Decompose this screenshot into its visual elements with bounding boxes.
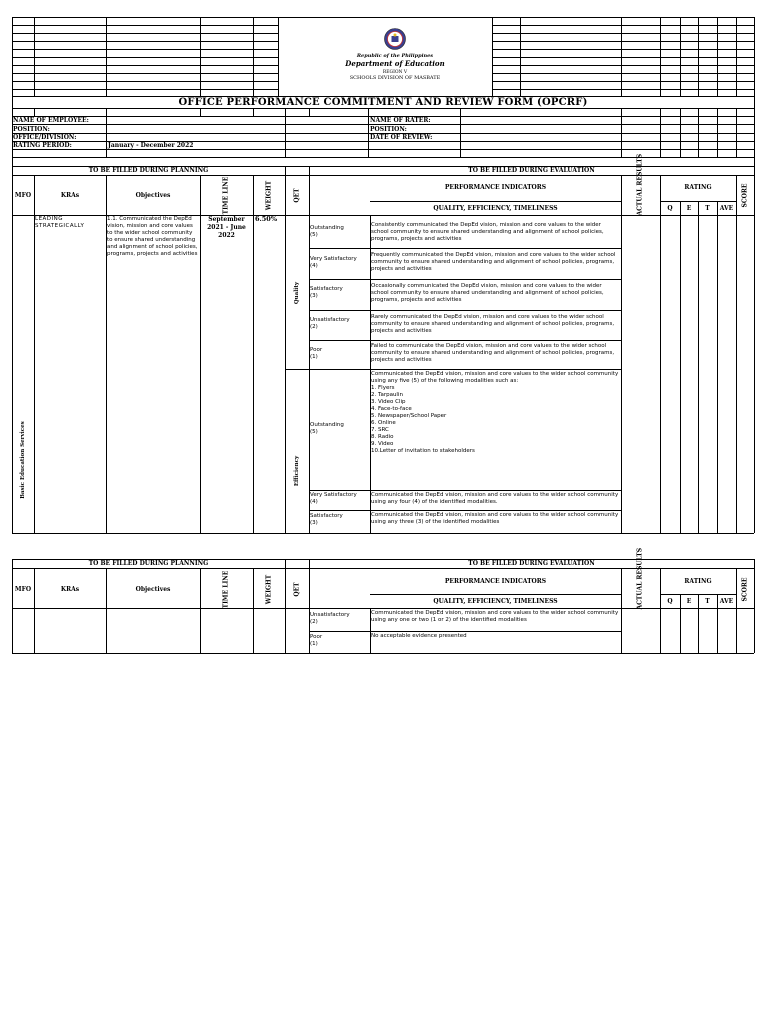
quality-indicator-5: Consistently communicated the DepEd vision, mission and core values to the wider school community to ensure shared understanding and alignment of school policies, programs, projects and activities [371, 222, 606, 242]
quality-indicator-2: Rarely communicated the DepEd vision, mission and core values to the wider school community to ensure shared understanding and alignment of school policies, programs, projects and activities [371, 314, 616, 334]
quality-rating-5: Outstanding (5) [310, 225, 344, 238]
quality-rating-3: Satisfactory (3) [310, 286, 343, 299]
weight-header: WEIGHT [265, 180, 273, 211]
efficiency-rating-4: Very Satisfactory (4) [310, 492, 357, 505]
department-text: Department of Education [345, 59, 445, 68]
quality-rating-2: Unsatisfactory (2) [310, 317, 350, 330]
p2-actual-results-header: ACTUAL RESULTS [636, 547, 644, 610]
quality-indicator-1: Failed to communicate the DepEd vision, mission and core values to the wider school community to ensure shared understanding and alignment of school policies, programs, projects and activities [371, 343, 616, 363]
e-header: E [686, 205, 692, 212]
efficiency-indicator-4: Communicated the DepEd vision, mission and core values to the wider school community using any four (4) of the identified modalities. [371, 492, 620, 505]
qet-header: QET [293, 188, 301, 203]
p2-rating-1: Poor (1) [310, 634, 323, 647]
timeline-value: September 2021 - June 2022 [207, 216, 248, 239]
position-label: POSITION: [13, 126, 50, 133]
p2-indicator-1: No acceptable evidence presented [371, 633, 467, 639]
p2-ave-header: AVE [719, 598, 734, 605]
republic-text: Republic of the Philippines [356, 53, 434, 59]
p2-e-header: E [686, 598, 692, 605]
efficiency-indicator-5: Communicated the DepEd vision, mission and core values to the wider school community using any five (5) of the following modalities such as: 1. Flyers 2. Tarpaulin 3. Video Clip 4. Face-to-face 5. Newspaper/School Paper 6. Online 7. SRC 8. Radio 9. Video 10.Letter of invitation to stakeholders [371, 371, 619, 454]
p2-qet-full-header: QUALITY, EFFICIENCY, TIMELINESS [433, 598, 558, 605]
period-value: January - December 2022 [108, 142, 194, 149]
rating-header: RATING [684, 184, 712, 191]
p2-objectives-header: Objectives [135, 586, 171, 593]
p2-evaluation-header: TO BE FILLED DURING EVALUATION [468, 560, 595, 567]
p2-perf-indicators-header: PERFORMANCE INDICATORS [444, 578, 547, 585]
p2-t-header: T [705, 598, 710, 605]
p2-rating-header: RATING [684, 578, 712, 585]
p2-indicator-2: Communicated the DepEd vision, mission and core values to the wider school community using any one or two (1 or 2) of the identified modalities [371, 610, 620, 623]
p2-planning-header: TO BE FILLED DURING PLANNING [88, 560, 209, 567]
kras-header: KRAs [60, 192, 80, 199]
kra-value: LEADING STRATEGICALLY [35, 216, 85, 229]
actual-results-header: ACTUAL RESULTS [636, 153, 644, 216]
efficiency-label: Efficiency [294, 455, 300, 487]
p2-mfo-header: MFO [14, 586, 32, 593]
employee-label: NAME OF EMPLOYEE: [13, 117, 89, 124]
objective-value: 1.1. Communicated the DepEd vision, mission and core values to the wider school community to ensure shared understanding and alignment of school policies, programs, projects and activities [107, 216, 200, 257]
quality-indicator-4: Frequently communicated the DepEd vision, mission and core values to the wider school community to ensure shared understanding and alignment of school policies, programs, projects and activities [371, 252, 618, 272]
quality-rating-4: Very Satisfactory (4) [310, 256, 357, 269]
efficiency-rating-5: Outstanding (5) [310, 422, 344, 435]
qet-full-header: QUALITY, EFFICIENCY, TIMELINESS [433, 205, 558, 212]
perf-indicators-header: PERFORMANCE INDICATORS [444, 184, 547, 191]
mfo-value: Basic Education Services [20, 421, 26, 499]
region-text: REGION V [382, 70, 408, 75]
period-label: RATING PERIOD: [13, 142, 72, 149]
quality-indicator-3: Occasionally communicated the DepEd vision, mission and core values to the wider school community to ensure shared understanding and alignment of school policies, programs, projects and activities [371, 283, 606, 303]
ave-header: AVE [719, 205, 734, 212]
weight-value: 6.50% [255, 215, 278, 223]
planning-header: TO BE FILLED DURING PLANNING [88, 167, 209, 174]
quality-rating-1: Poor (1) [310, 347, 323, 360]
p2-qet-header: QET [293, 582, 301, 597]
score-header: SCORE [741, 183, 749, 208]
efficiency-rating-3: Satisfactory (3) [310, 513, 343, 526]
rater-position-label: POSITION: [370, 126, 407, 133]
p2-timeline-header: TIME LINE [222, 570, 230, 609]
p2-score-header: SCORE [741, 577, 749, 602]
p2-weight-header: WEIGHT [265, 574, 273, 605]
mfo-header: MFO [14, 192, 32, 199]
quality-label: Quality [294, 281, 300, 305]
timeline-header: TIME LINE [222, 176, 230, 215]
rater-label: NAME OF RATER: [370, 117, 431, 124]
q-header: Q [667, 205, 673, 212]
p2-q-header: Q [667, 598, 673, 605]
evaluation-header: TO BE FILLED DURING EVALUATION [468, 167, 595, 174]
review-date-label: DATE OF REVIEW: [370, 134, 433, 141]
efficiency-indicator-3: Communicated the DepEd vision, mission and core values to the wider school community using any three (3) of the identified modalities [371, 512, 620, 525]
office-label: OFFICE/DIVISION: [13, 134, 77, 141]
deped-seal-icon [384, 28, 406, 50]
t-header: T [705, 205, 710, 212]
form-title: OFFICE PERFORMANCE COMMITMENT AND REVIEW FORM (OPCRF) [178, 97, 588, 108]
p2-rating-2: Unsatisfactory (2) [310, 612, 350, 625]
division-text: SCHOOLS DIVISION OF MASBATE [349, 75, 441, 81]
p2-kras-header: KRAs [60, 586, 80, 593]
objectives-header: Objectives [135, 192, 171, 199]
